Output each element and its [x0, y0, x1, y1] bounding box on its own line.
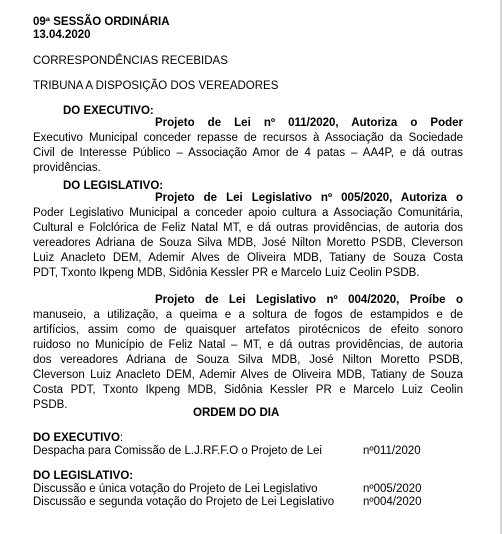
legislativo-line-text: Projeto de Lei Legislativo nº 005/2020, Autoriza o — [155, 192, 463, 204]
projeto-004-line: manuseio, a utilização, a queima e a soltura de fogos de estampidos e de — [33, 309, 463, 321]
executivo-line: Civil de Interesse Público – Associação Amor de 4 patas – AA4P, e dá outras — [33, 147, 463, 159]
session-title: 09ª SESSÃO ORDINÁRIA — [33, 16, 170, 28]
legislativo-line — [33, 191, 463, 206]
ordem-item-value: nº004/2020 — [363, 496, 422, 508]
ordem-executivo-colon: : — [119, 432, 124, 444]
executivo-paragraph — [33, 116, 463, 176]
legislativo-line: Luiz Anacleto DEM, Ademir Alves de Oliveira MDB, Tatiany de Souza Costa — [33, 252, 463, 264]
projeto-004-line: artifícios, assim como de quaisquer artefatos pirotécnicos de efeito sonoro — [33, 324, 463, 336]
legislativo-heading: DO LEGISLATIVO: — [63, 180, 164, 192]
tribuna-heading: TRIBUNA A DISPOSIÇÃO DOS VEREADORES — [33, 80, 279, 92]
ordem-executivo-item — [33, 444, 463, 458]
ordem-item-text: Despacha para Comissão de L.J.RF.F.O o Projeto de Lei — [33, 445, 322, 457]
ordem-do-dia-title: ORDEM DO DIA — [193, 407, 280, 419]
ordem-legislativo-heading: DO LEGISLATIVO: — [33, 470, 134, 482]
executivo-line-text: Projeto de Lei nº 011/2020, Autoriza o Poder — [155, 117, 463, 129]
ordem-item-text: Discussão e única votação do Projeto de Lei Legislativo — [33, 483, 318, 495]
legislativo-line: Cultural e Folclórica de Feliz Natal MT, e dá outras providências, de autoria dos — [33, 222, 463, 234]
projeto-004-paragraph — [33, 293, 463, 413]
executivo-line: Executivo Municipal conceder repasse de recursos à Associação da Sociedade — [33, 132, 463, 144]
ordem-item-text: Discussão e segunda votação do Projeto de Lei Legislativo — [33, 496, 335, 508]
ordem-executivo-label: DO EXECUTIVO — [33, 432, 120, 444]
projeto-004-line — [33, 293, 463, 308]
legislativo-line: Poder Legislativo Municipal a conceder apoio cultura a Associação Comunitária, — [33, 207, 463, 219]
projeto-004-line: PSDB. — [33, 399, 68, 411]
legislativo-paragraph — [33, 191, 463, 281]
executivo-line — [33, 116, 463, 131]
projeto-004-line-text: Projeto de Lei Legislativo nº 004/2020, Proíbe o — [155, 294, 463, 306]
ordem-item-value: nº011/2020 — [363, 445, 421, 457]
ordem-item-value: nº005/2020 — [363, 483, 422, 495]
projeto-004-line: Cleverson Luiz Anacleto DEM, Ademir Alves de Oliveira MDB, Tatiany de Souza — [33, 369, 463, 381]
projeto-004-line: ruidoso no Município de Feliz Natal – MT, e dá outras providências, de autoria — [33, 339, 463, 351]
executivo-heading: DO EXECUTIVO: — [63, 105, 154, 117]
ordem-legislativo-item — [33, 482, 463, 496]
executivo-line: providências. — [33, 162, 101, 174]
correspondencias-heading: CORRESPONDÊNCIAS RECEBIDAS — [33, 55, 228, 67]
legislativo-line: vereadores Adriana de Souza Silva MDB, José Nilton Moretto PSDB, Cleverson — [33, 237, 463, 249]
legislativo-line: PDT, Txonto Ikpeng MDB, Sidônia Kessler PR e Marcelo Luiz Ceolin PSDB. — [33, 267, 420, 279]
projeto-004-line: Costa PDT, Txonto Ikpeng MDB, Sidônia Kessler PR e Marcelo Luiz Ceolin — [33, 384, 463, 396]
ordem-legislativo-item — [33, 495, 463, 509]
projeto-004-line: dos vereadores Adriana de Souza Silva MDB, José Nilton Moretto PSDB, — [33, 354, 463, 366]
session-date: 13.04.2020 — [33, 29, 91, 41]
